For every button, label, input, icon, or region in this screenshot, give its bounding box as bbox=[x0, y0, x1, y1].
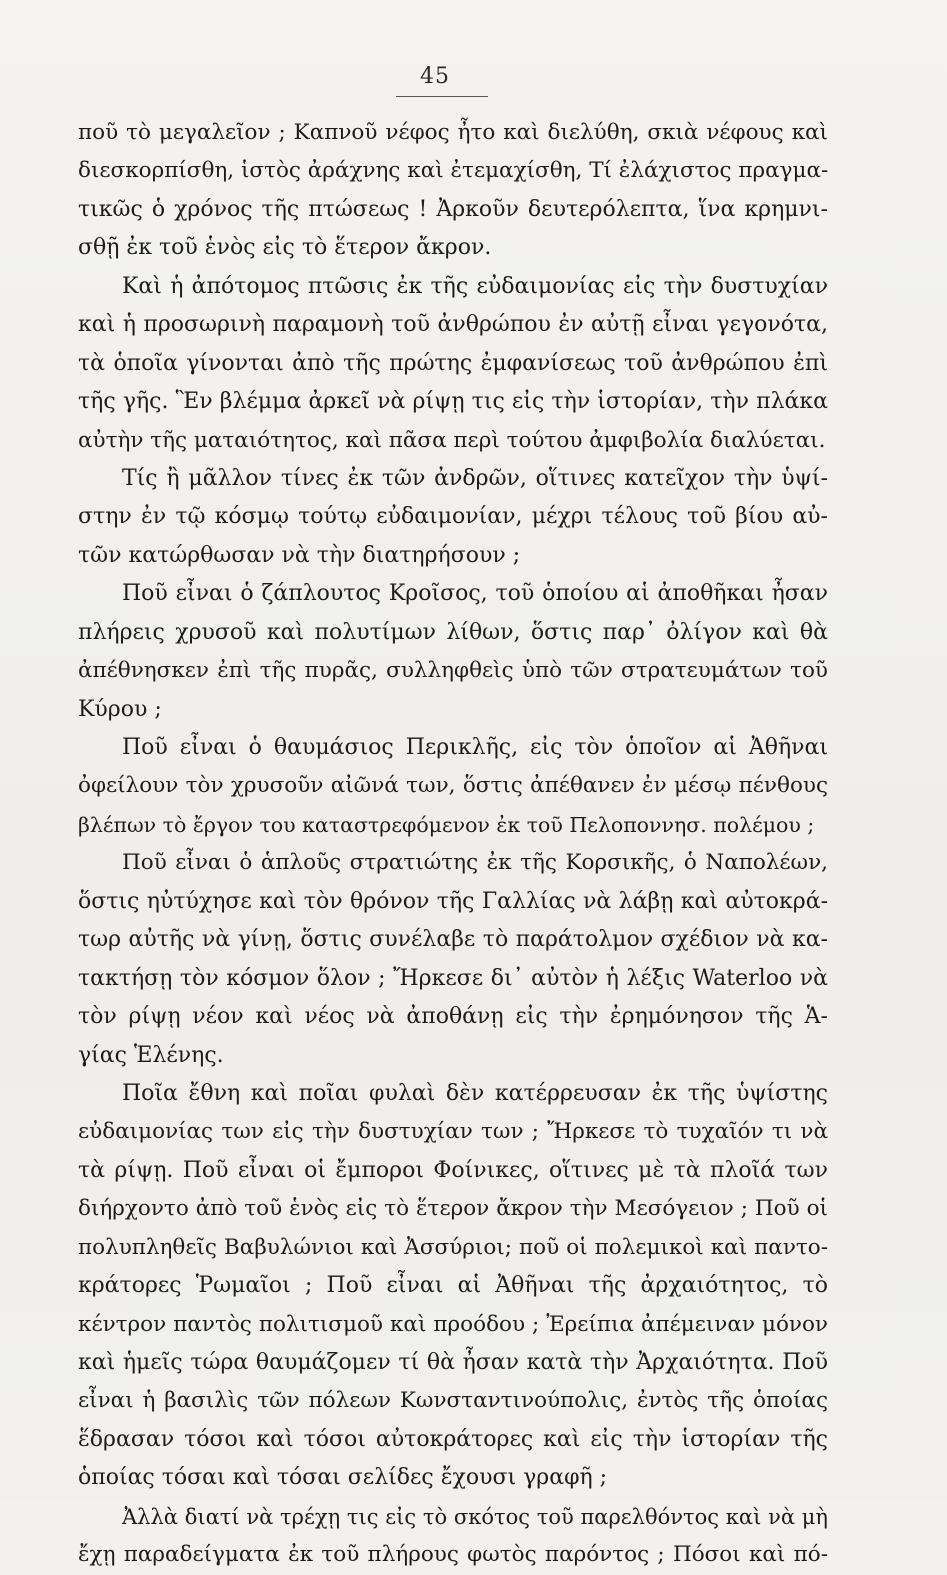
text-line: ἔχῃ παραδείγματα ἐκ τοῦ πλήρους φωτὸς παρόντος ; Πόσοι καὶ πό- bbox=[78, 1542, 828, 1568]
text-line: τὰ ρίψῃ. Ποῦ εἶναι οἱ ἔμποροι Φοίνικες, οἵτινες μὲ τὰ πλοῖά των bbox=[78, 1157, 828, 1183]
text-line: εὐδαιμονίας των εἰς τὴν δυστυχίαν των ; Ἤρκεσε τὸ τυχαῖόν τι νὰ bbox=[78, 1119, 828, 1145]
text-line: καὶ ἡμεῖς τώρα θαυμάζομεν τί θὰ ἦσαν κατὰ τὴν Ἀρχαιότητα. Ποῦ bbox=[78, 1350, 828, 1375]
page-number: 45 bbox=[420, 64, 450, 89]
text-line: σθῇ ἐκ τοῦ ἑνὸς εἰς τὸ ἕτερον ἄκρον. bbox=[78, 235, 492, 261]
text-line: Ἀλλὰ διατί νὰ τρέχῃ τις εἰς τὸ σκότος τοῦ παρελθόντος καὶ νὰ μὴ bbox=[122, 1504, 828, 1529]
text-line: τῶν κατώρθωσαν νὰ τὴν διατηρήσουν ; bbox=[78, 542, 521, 568]
text-line: γίας Ἑλένης. bbox=[78, 1042, 224, 1068]
text-line: Ποῦ εἶναι ὁ ζάπλουτος Κροῖσος, τοῦ ὁποίου αἱ ἀποθῆκαι ἦσαν bbox=[122, 581, 828, 607]
text-line: βλέπων τὸ ἔργον του καταστρεφόμενον ἐκ τοῦ Πελοποννησ. πολέμου ; bbox=[78, 812, 815, 837]
page-number-rule bbox=[396, 96, 488, 97]
text-line: τὸν ρίψῃ νέον καὶ νέος νὰ ἀποθάνῃ εἰς τὴν ἐρημόνησον τῆς Ἁ- bbox=[78, 1004, 828, 1030]
text-line: ὅστις ηὐτύχησε καὶ τὸν θρόνον τῆς Γαλλίας νὰ λάβῃ καὶ αὐτοκρά- bbox=[78, 888, 828, 914]
text-line: πολυπληθεῖς Βαβυλώνιοι καὶ Ἀσσύριοι; ποῦ οἱ πολεμικοὶ καὶ παντο- bbox=[78, 1234, 828, 1260]
text-line: αὐτὴν τῆς ματαιότητος, καὶ πᾶσα περὶ τούτου ἀμφιβολία διαλύεται. bbox=[78, 427, 826, 453]
body-text bbox=[78, 114, 828, 1575]
text-line: ὀφείλουν τὸν χρυσοῦν αἰῶνά των, ὅστις ἀπέθανεν ἐν μέσῳ πένθους bbox=[78, 773, 828, 799]
text-line: τικῶς ὁ χρόνος τῆς πτώσεως ! Ἀρκοῦν δευτερόλεπτα, ἵνα κρημνι- bbox=[78, 196, 828, 222]
text-line: ἕδρασαν τόσοι καὶ τόσοι αὐτοκράτορες καὶ εἰς τὴν ἱστορίαν τῆς bbox=[78, 1426, 828, 1452]
text-line: ποῦ τὸ μεγαλεῖον ; Καπνοῦ νέφος ἦτο καὶ διελύθη, σκιὰ νέφους καὶ bbox=[78, 120, 828, 145]
text-line: τὰ ὁποῖα γίνονται ἀπὸ τῆς πρώτης ἐμφανίσεως τοῦ ἀνθρώπου ἐπὶ bbox=[78, 350, 828, 376]
text-line: διήρχοντο ἀπὸ τοῦ ἑνὸς εἰς τὸ ἕτερον ἄκρον τὴν Μεσόγειον ; Ποῦ οἱ bbox=[78, 1196, 828, 1222]
text-line: ὁποίας τόσαι καὶ τόσαι σελίδες ἔχουσι γραφῆ ; bbox=[78, 1465, 608, 1491]
text-line: τακτήσῃ τὸν κόσμον ὅλον ; Ἤρκεσε δι᾿ αὐτὸν ἡ λέξις Waterloo νὰ bbox=[78, 965, 828, 991]
text-line: τῆς γῆς. Ἓν βλέμμα ἀρκεῖ νὰ ρίψῃ τις εἰς τὴν ἱστορίαν, τὴν πλάκα bbox=[78, 389, 828, 415]
text-line: Ποῖα ἔθνη καὶ ποῖαι φυλαὶ δὲν κατέρρευσαν ἐκ τῆς ὑψίστης bbox=[122, 1080, 828, 1106]
text-line: Καὶ ἡ ἀπότομος πτῶσις ἐκ τῆς εὐδαιμονίας εἰς τὴν δυστυχίαν bbox=[122, 273, 828, 299]
text-line: διεσκορπίσθη, ἱστὸς ἀράχνης καὶ ἐτεμαχίσθη, Τί ἐλάχιστος πραγμα- bbox=[78, 158, 828, 184]
text-line: εἶναι ἡ βασιλὶς τῶν πόλεων Κωνσταντινούπολις, ἐντὸς τῆς ὁποίας bbox=[78, 1388, 828, 1414]
text-line: Τίς ἢ μᾶλλον τίνες ἐκ τῶν ἀνδρῶν, οἵτινες κατεῖχον τὴν ὑψί- bbox=[122, 465, 828, 491]
text-line: Ποῦ εἶναι ὁ θαυμάσιος Περικλῆς, εἰς τὸν ὁποῖον αἱ Ἀθῆναι bbox=[122, 735, 828, 760]
text-line: τωρ αὐτῆς νὰ γίνῃ, ὅστις συνέλαβε τὸ παράτολμον σχέδιον νὰ κα- bbox=[78, 927, 828, 953]
text-line: Ποῦ εἶναι ὁ ἁπλοῦς στρατιώτης ἐκ τῆς Κορσικῆς, ὁ Ναπολέων, bbox=[122, 850, 828, 876]
text-line: ἀπέθνησκεν ἐπὶ τῆς πυρᾶς, συλληφθεὶς ὑπὸ τῶν στρατευμάτων τοῦ bbox=[78, 658, 828, 684]
text-line: κράτορες Ῥωμαῖοι ; Ποῦ εἶναι αἱ Ἀθῆναι τῆς ἀρχαιότητος, τὸ bbox=[78, 1273, 828, 1299]
text-line: καὶ ἡ προσωρινὴ παραμονὴ τοῦ ἀνθρώπου ἐν αὐτῇ εἶναι γεγονότα, bbox=[78, 312, 828, 338]
text-line: κέντρον παντὸς πολιτισμοῦ καὶ προόδου ; Ἐρείπια ἀπέμειναν μόνον bbox=[78, 1311, 828, 1337]
text-line: στην ἐν τῷ κόσμῳ τούτῳ εὐδαιμονίαν, μέχρι τέλους τοῦ βίου αὐ- bbox=[78, 504, 828, 530]
text-line: Κύρου ; bbox=[78, 696, 162, 722]
text-line: πλήρεις χρυσοῦ καὶ πολυτίμων λίθων, ὅστις παρ᾿ ὀλίγον καὶ θὰ bbox=[78, 619, 828, 645]
